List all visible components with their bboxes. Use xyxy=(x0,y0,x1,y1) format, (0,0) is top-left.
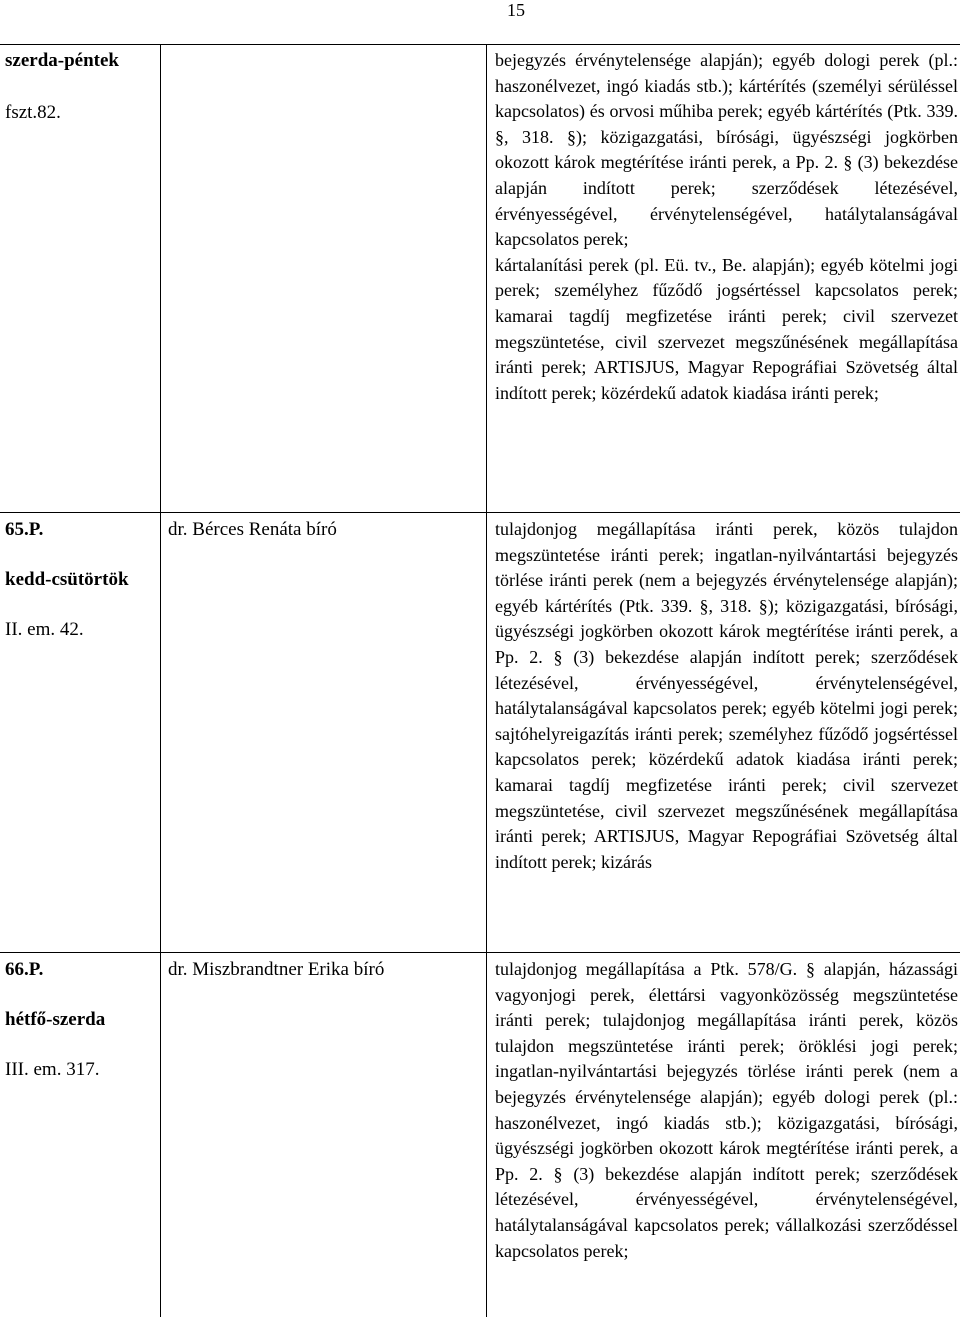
page-number: 15 xyxy=(507,0,525,20)
judge-name: dr. Bérces Renáta bíró xyxy=(168,519,337,540)
room: III. em. 317. xyxy=(5,1059,100,1080)
day-range: kedd-csütörtök xyxy=(5,569,129,590)
case-types-cell xyxy=(486,44,960,512)
table-row xyxy=(0,953,960,1317)
case-info-cell xyxy=(0,513,160,952)
judge-cell xyxy=(160,953,486,1317)
case-types-text: kártalanítási perek (pl. Eü. tv., Be. alapján); egyéb kötelmi jogi perek; személyhez fűződő jogsértéssel kapcsolatos perek; kamarai tagdíj megfizetése iránti perek; civil szervezet megszüntetése, civil szervezet megszűnésének megállapítása iránti perek; ARTISJUS, Magyar Repográfiai Szövetség által indított perek; közérdekű adatok kiadása iránti perek; xyxy=(495,254,958,403)
room: fszt.82. xyxy=(5,102,61,123)
judge-name: dr. Miszbrandtner Erika bíró xyxy=(168,959,385,980)
judge-cell xyxy=(160,513,486,952)
case-code: 66.P. xyxy=(5,959,44,980)
day-range: szerda-péntek xyxy=(5,50,119,71)
case-types-text: bejegyzés érvénytelensége alapján); egyéb dologi perek (pl.: haszonélvezet, ingó kiadás stb.); kártérítés (személyi sérüléssel kapcsolatos) és orvosi műhiba perek; egyéb kártérítés (Ptk. 339. §, 318. §); közigazgatási, bírósági, ügyészségi jogkörben okozott károk megtérítése iránti perek, a Pp. 2. § (3) bekezdése alapján indított perek; szerződések létezésével, érvényességével, érvénytelenségével, hatálytalanságával kapcsolatos perek; xyxy=(495,50,958,250)
schedule-table xyxy=(0,44,960,1317)
room: II. em. 42. xyxy=(5,619,84,640)
case-code: 65.P. xyxy=(5,519,44,540)
day-range: hétfő-szerda xyxy=(5,1009,106,1030)
case-types-text: tulajdonjog megállapítása a Ptk. 578/G. § alapján, házassági vagyonjogi perek, élettársi vagyonközösség megszüntetése iránti perek; tulajdonjog megállapítása iránti perek, közös tulajdon megszüntetése iránti perek; öröklési jogi perek; ingatlan-nyilvántartási bejegyzés törlése iránti perek (nem a bejegyzés érvénytelensége alapján); egyéb dologi perek (pl.: haszonélvezet, ingó kiadás stb.); közigazgatási, bírósági, ügyészségi jogkörben okozott károk megtérítése iránti perek, a Pp. 2. § (3) bekezdése alapján indított perek; szerződések létezésével, érvényességével, érvénytelenségével, hatálytalanságával kapcsolatos perek; vállalkozási szerződéssel kapcsolatos perek; xyxy=(495,959,958,1261)
table-row xyxy=(0,513,960,953)
judge-cell xyxy=(160,44,486,512)
case-info-cell xyxy=(0,44,160,512)
case-types-text: tulajdonjog megállapítása iránti perek, közös tulajdon megszüntetése iránti perek; ingatlan-nyilvántartási bejegyzés törlése iránti perek (nem a bejegyzés érvénytelensége alapján); egyéb kártérítés (Ptk. 339. §, 318. §); közigazgatási, bírósági, ügyészségi jogkörben okozott károk megtérítése iránti perek, a Pp. 2. § (3) bekezdése alapján indított perek; szerződések létezésével, érvényességével, érvénytelenségével, hatálytalanságával kapcsolatos perek; egyéb kötelmi jogi perek; sajtóhelyreigazítás iránti perek; személyhez fűződő jogsértéssel kapcsolatos perek; közérdekű adatok kiadása iránti perek; kamarai tagdíj megfizetése iránti perek; civil szervezet megszüntetése, civil szervezet megszűnésének megállapítása iránti perek; ARTISJUS, Magyar Repográfiai Szövetség által indított perek; kizárás xyxy=(495,519,958,872)
table-row xyxy=(0,44,960,513)
case-types-cell xyxy=(486,953,960,1317)
case-types-cell xyxy=(486,513,960,952)
case-info-cell xyxy=(0,953,160,1317)
